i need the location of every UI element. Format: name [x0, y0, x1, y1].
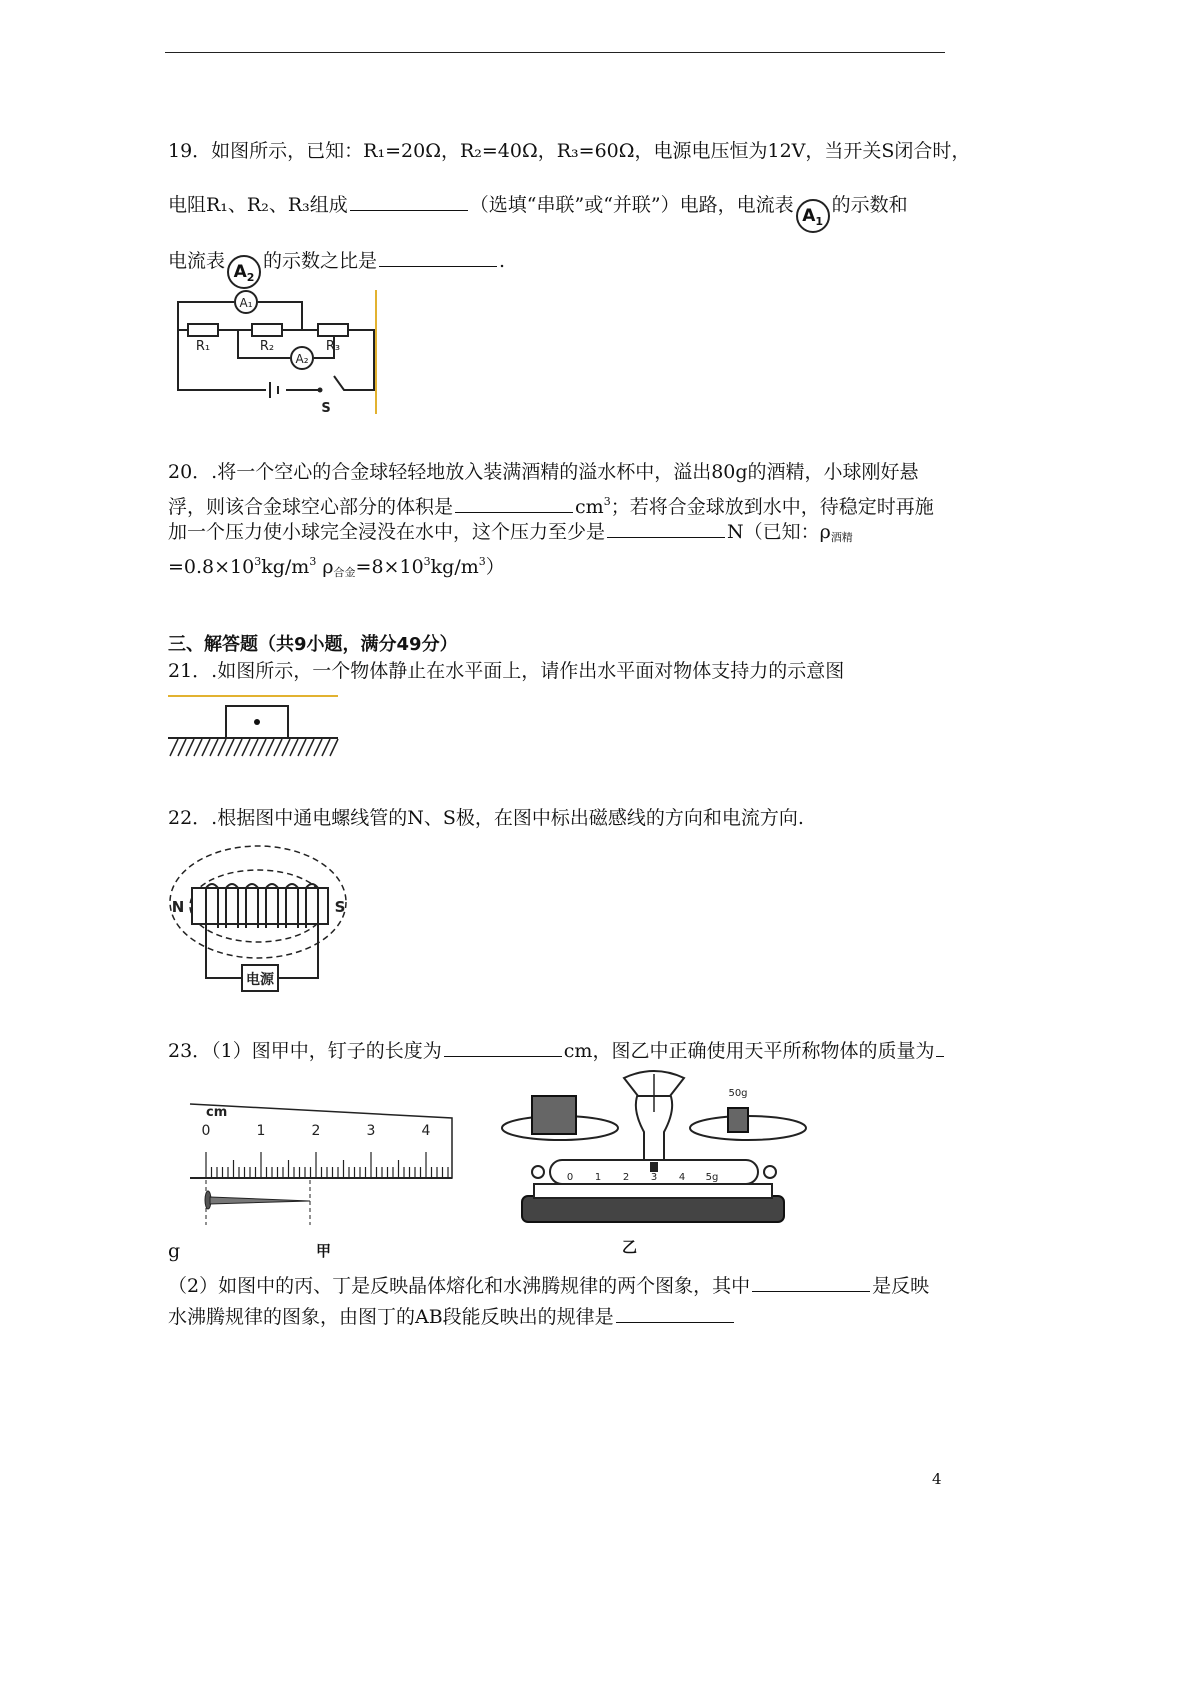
q23-blank2[interactable] — [936, 1036, 944, 1057]
fig-a1-label: A₁ — [239, 296, 253, 310]
fig-r3-label: R₃ — [325, 339, 341, 354]
q20-text3a: 加一个压力使小球完全浸没在水中，这个压力至少是 — [168, 521, 606, 543]
fig-jia-label: 甲 — [316, 1242, 332, 1260]
q19-blank2[interactable] — [379, 246, 497, 267]
q21-figure — [166, 694, 342, 764]
q20-blank2[interactable] — [607, 517, 725, 538]
q19-text3c: . — [499, 250, 506, 272]
scale-tick-1: 1 — [594, 1172, 602, 1183]
ruler-body — [190, 1104, 452, 1178]
q19-text1: 19．如图所示，已知：R₁=20Ω，R₂=40Ω，R₃=60Ω，电源电压恒为12V，当开关S闭合时， — [168, 140, 971, 162]
q20-sup1: 3 — [254, 555, 262, 568]
q23-line1 — [168, 1036, 946, 1066]
scale-tick-0: 0 — [566, 1172, 574, 1183]
ammeter-a1-icon: $A_1$ — [796, 199, 830, 233]
q20-sup2: 3 — [309, 555, 317, 568]
fig-r2-label: R₂ — [259, 339, 275, 354]
q23-text1a: 23．（1）图甲中，钉子的长度为 — [168, 1040, 442, 1062]
ground-hatch — [170, 739, 338, 756]
q20-sup3: 3 — [423, 555, 431, 568]
ruler-unit: cm — [206, 1105, 228, 1120]
header-rule — [165, 52, 945, 53]
q23-blank4[interactable] — [616, 1302, 734, 1323]
q20-line4 — [168, 547, 505, 588]
section-heading: 三、解答题（共9小题，满分49分） — [168, 634, 458, 655]
q19-text3b: 的示数之比是 — [263, 250, 378, 272]
measured-object — [532, 1096, 576, 1134]
q20-text4e: kg/m — [430, 556, 479, 578]
q23-blank1[interactable] — [444, 1036, 562, 1057]
q20-text4f: ） — [485, 556, 505, 578]
scale-tick-3: 3 — [650, 1172, 658, 1183]
fig-s-label: S — [321, 401, 331, 416]
q20-text2c: ；若将合金球放到水中，待稳定时再施 — [610, 496, 934, 518]
resistor-r3-icon — [318, 324, 348, 336]
ruler-tick-0: 0 — [201, 1123, 211, 1139]
solenoid-core — [192, 888, 328, 924]
q19-text2b: （选填“串联”或“并联”）电路，电流表 — [469, 194, 794, 216]
q19-text2a: 电阻R₁、R₂、R₃组成 — [168, 194, 348, 216]
rider — [650, 1162, 658, 1172]
resistor-r2-icon — [252, 324, 282, 336]
switch-contact-icon — [318, 388, 323, 393]
q19-circuit-figure — [166, 288, 382, 416]
q23-text2a: （2）如图中的丙、丁是反映晶体熔化和水沸腾规律的两个图象，其中 — [168, 1275, 751, 1297]
page-number: 4 — [932, 1470, 942, 1488]
weight-label: 50g — [728, 1088, 748, 1099]
q19-blank1[interactable] — [350, 190, 468, 211]
fig-r1-label: R₁ — [195, 339, 211, 354]
q20-text1: 20．.将一个空心的合金球轻轻地放入装满酒精的溢水杯中，溢出80g的酒精，小球刚好悬 — [168, 461, 919, 483]
q22-text: 22．.根据图中通电螺线管的N、S极，在图中标出磁感线的方向和电流方向. — [168, 807, 804, 829]
q19-text2c: 的示数和 — [831, 194, 908, 216]
nail-shaft — [210, 1197, 310, 1204]
q20-text4d: =8×10 — [355, 556, 424, 578]
q23-text1b: cm，图乙中正确使用天平所称物体的质量为 — [563, 1040, 935, 1062]
q20-text2a: 浮，则该合金球空心部分的体积是 — [168, 496, 454, 518]
q23-line3 — [168, 1302, 736, 1332]
q23-blank3[interactable] — [752, 1271, 870, 1292]
center-dot — [254, 719, 260, 725]
north-pole-label: N — [171, 898, 185, 916]
q22-solenoid-figure — [166, 838, 356, 998]
scale-tick-2: 2 — [622, 1172, 630, 1183]
q19-line3 — [168, 246, 505, 289]
resistor-r1-icon — [188, 324, 218, 336]
ammeter-a2-icon: $A_2$ — [227, 255, 261, 289]
q20-sub-alcohol: 酒精 — [830, 531, 853, 544]
q19-line1 — [168, 136, 970, 166]
q20-sub-alloy: 合金 — [333, 566, 356, 579]
q23-ruler-figure — [186, 1100, 456, 1230]
ruler-tick-4: 4 — [421, 1123, 431, 1139]
south-pole-label: S — [334, 898, 346, 916]
q20-sup4: 3 — [478, 555, 486, 568]
power-source-label: 电源 — [246, 972, 274, 988]
q23-unit-g: g — [168, 1240, 181, 1262]
q23-line2 — [168, 1271, 929, 1301]
q20-text3b: N（已知：ρ — [727, 521, 831, 543]
fig-a2-label: A₂ — [295, 352, 309, 366]
q19-line2 — [168, 190, 908, 233]
q23-text3a: 水沸腾规律的图象，由图丁的AB段能反映出的规律是 — [168, 1306, 614, 1328]
q20-text4b: kg/m — [261, 556, 310, 578]
q21-text: 21．.如图所示，一个物体静止在水平面上，请作出水平面对物体支持力的示意图 — [168, 660, 845, 682]
fig-yi-label: 乙 — [622, 1238, 638, 1256]
balance-base — [522, 1196, 784, 1222]
q20-text4c: ρ — [316, 556, 334, 578]
q20-unit-cm: cm — [575, 496, 604, 518]
q20-sup: 3 — [603, 495, 611, 508]
q23-balance-figure — [494, 1066, 814, 1228]
scale-tick-4: 4 — [678, 1172, 686, 1183]
ruler-tick-2: 2 — [311, 1123, 321, 1139]
q20-blank1[interactable] — [455, 492, 573, 513]
q20-text4a: =0.8×10 — [168, 556, 255, 578]
scale-tick-5: 5g — [705, 1172, 719, 1183]
weight-50g — [728, 1108, 748, 1132]
q20-line1 — [168, 457, 919, 487]
q23-text2b: 是反映 — [872, 1275, 930, 1297]
ruler-tick-3: 3 — [366, 1123, 376, 1139]
q19-text3a: 电流表 — [168, 250, 226, 272]
ruler-tick-1: 1 — [256, 1123, 266, 1139]
